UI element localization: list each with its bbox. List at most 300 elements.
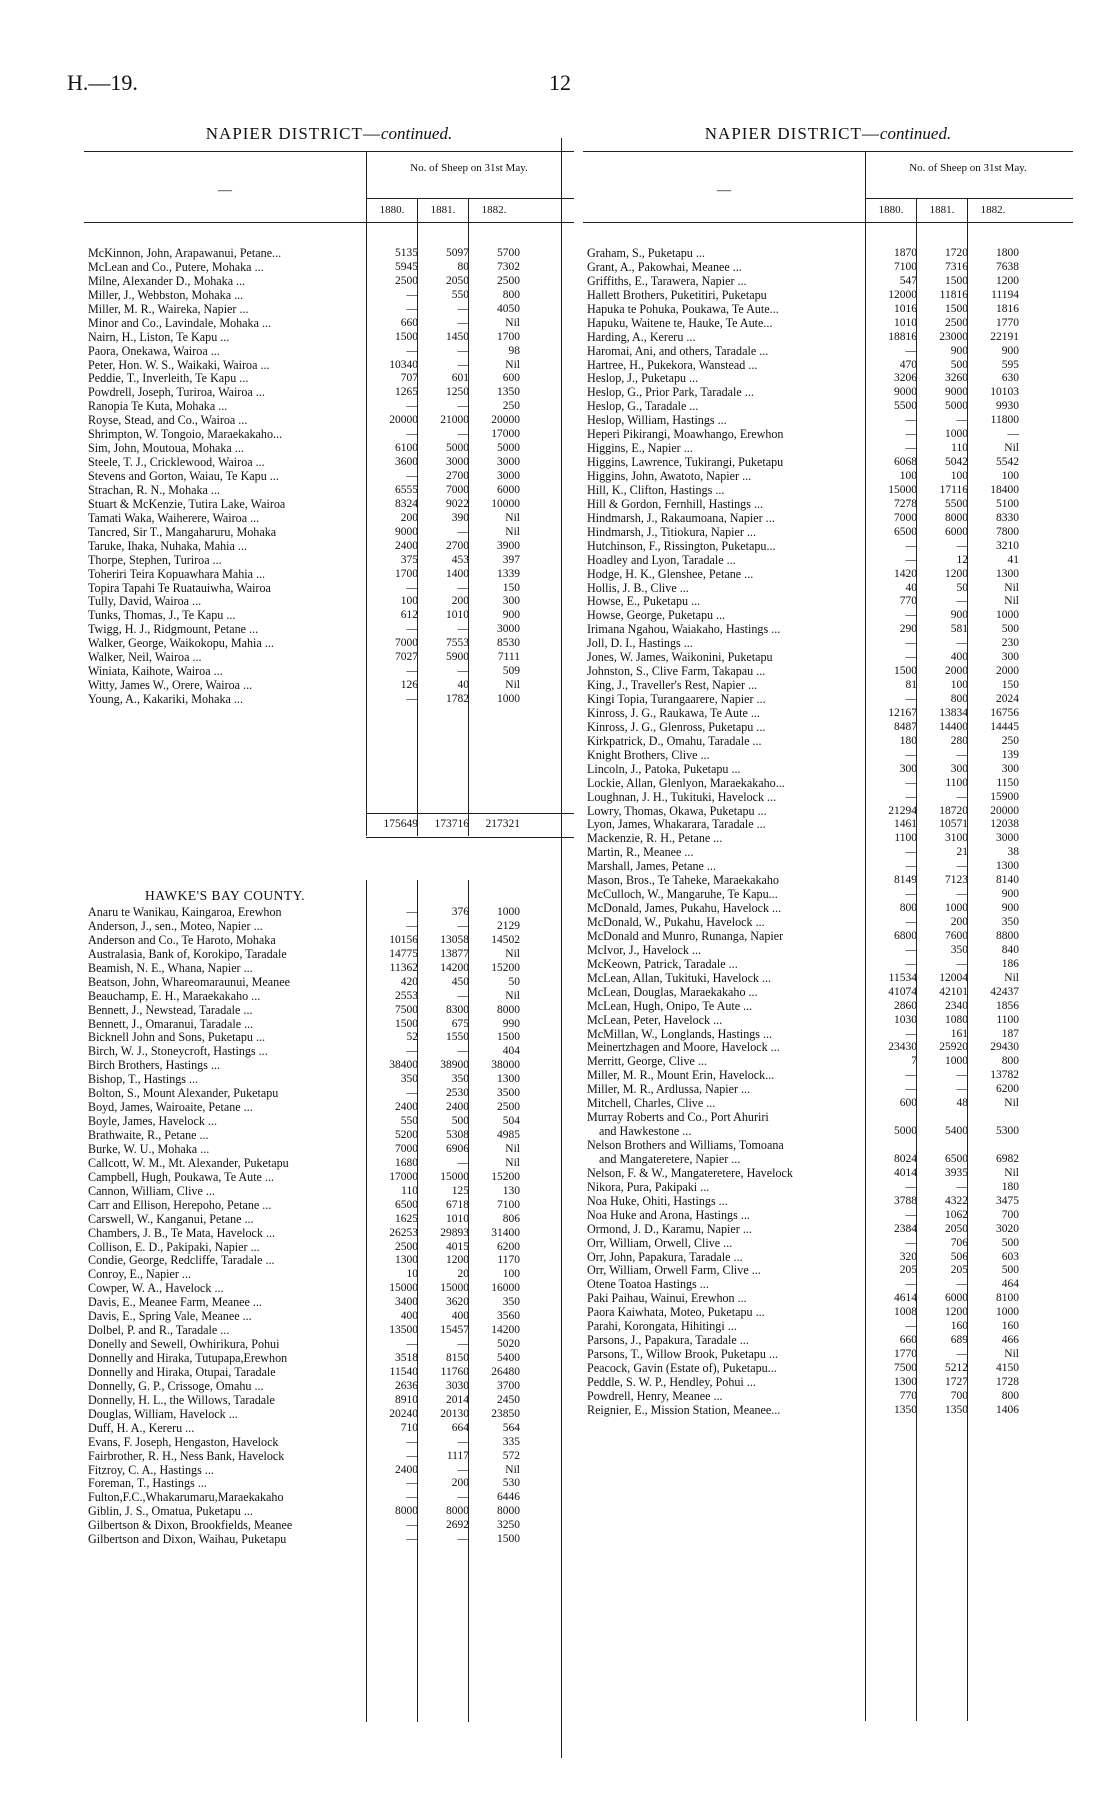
- sheep-count-1880: —: [905, 846, 917, 859]
- owner-name: Condie, George, Redcliffe, Taradale ...: [88, 1253, 275, 1268]
- sheep-count-1882: 14502: [491, 933, 520, 946]
- sheep-count-1880: 14775: [389, 947, 418, 960]
- sheep-count-1880: 547: [899, 274, 917, 287]
- sheep-count-1880: —: [406, 1449, 418, 1462]
- sheep-count-1880: —: [905, 888, 917, 901]
- right-list: [583, 246, 1073, 1417]
- table-row: [84, 1058, 574, 1072]
- sheep-count-1881: 3260: [945, 372, 968, 385]
- sheep-count-1881: —: [956, 539, 968, 552]
- sheep-count-1881: 17116: [939, 483, 968, 496]
- sheep-header: No. of Sheep on 31st May.: [909, 162, 1027, 174]
- sheep-count-1880: 18816: [888, 330, 917, 343]
- sheep-count-1881: 1062: [945, 1208, 968, 1221]
- table-row: [583, 1277, 1073, 1291]
- table-row: [583, 344, 1073, 358]
- sheep-count-1882: 900: [1001, 344, 1019, 357]
- sheep-count-1880: —: [406, 1533, 418, 1546]
- sheep-count-1882: 595: [1001, 358, 1019, 371]
- sheep-count-1882: 2000: [996, 665, 1019, 678]
- owner-name: Donnelly and Hiraka, Tutupapa,Erewhon: [88, 1351, 288, 1365]
- sheep-count-1882: 335: [502, 1435, 520, 1448]
- left-bottom-list: [84, 905, 574, 1546]
- sheep-count-1880: —: [905, 693, 917, 705]
- sheep-count-1881: 1727: [945, 1375, 968, 1388]
- sheep-count-1882: 603: [1001, 1250, 1019, 1263]
- sheep-count-1881: 125: [451, 1184, 469, 1197]
- sheep-count-1881: 21: [956, 846, 968, 859]
- sheep-count-1880: —: [905, 1278, 917, 1291]
- owner-name: Haromai, Ani, and others, Taradale ...: [587, 343, 769, 358]
- sheep-count-1882: 800: [502, 288, 520, 301]
- sheep-count-1881: 50: [956, 581, 968, 594]
- sheep-count-1880: —: [905, 860, 917, 873]
- owner-name: Conroy, E., Napier ...: [88, 1267, 191, 1282]
- sheep-count-1881: 20130: [440, 1407, 469, 1420]
- sheep-count-1882: 29430: [990, 1041, 1019, 1054]
- owner-name: Powdrell, Joseph, Turiroa, Wairoa ...: [88, 385, 265, 400]
- table-row: [84, 330, 574, 344]
- owner-name: Anaru te Wanikau, Kaingaroa, Erewhon: [88, 905, 282, 919]
- table-row: [84, 1421, 574, 1435]
- owner-name: Hartree, H., Pukekora, Wanstead ...: [587, 357, 758, 372]
- sheep-count-1880: 612: [400, 609, 418, 622]
- sheep-count-1881: 2500: [945, 316, 968, 329]
- table-row: [84, 975, 574, 989]
- table-row: [583, 1068, 1073, 1082]
- sheep-count-1881: 10571: [939, 818, 968, 831]
- table-row: [84, 567, 574, 581]
- sheep-count-1882: 397: [502, 553, 520, 566]
- owner-name: Nairn, H., Liston, Te Kapu ...: [88, 329, 230, 344]
- table-row: [583, 859, 1073, 873]
- table-row: [84, 274, 574, 288]
- table-row: [583, 1305, 1073, 1319]
- sheep-count-1881: 506: [950, 1250, 968, 1263]
- sheep-count-1881: —: [956, 1180, 968, 1193]
- header-dash: —: [218, 183, 232, 198]
- sheep-count-1881: 550: [451, 288, 469, 301]
- owner-name: Donnelly, H. L., the Willows, Taradale: [88, 1392, 275, 1407]
- table-row: [583, 608, 1073, 622]
- sheep-count-1881: 11816: [939, 288, 968, 301]
- sheep-count-1880: 13500: [389, 1324, 418, 1337]
- table-row: [583, 957, 1073, 971]
- sheep-count-1882: 1100: [996, 1013, 1019, 1026]
- sheep-count-1881: 1010: [446, 1212, 469, 1225]
- sheep-count-1882: 1150: [996, 776, 1019, 789]
- owner-name: Bicknell John and Sons, Puketapu ...: [88, 1030, 266, 1045]
- sheep-count-1880: 17000: [389, 1170, 418, 1183]
- sheep-count-1880: 100: [400, 595, 418, 608]
- sheep-count-1881: —: [457, 1338, 469, 1351]
- sheep-count-1880: 3206: [894, 372, 917, 385]
- sheep-count-1880: 1300: [894, 1375, 917, 1388]
- sheep-count-1881: 7000: [446, 483, 469, 496]
- owner-name: Heslop, J., Puketapu ...: [587, 371, 699, 386]
- sheep-count-1881: 18720: [939, 804, 968, 817]
- sheep-count-1882: 31400: [491, 1226, 520, 1239]
- sheep-count-1880: 100: [899, 470, 917, 482]
- owner-name: Thorpe, Stephen, Turiroa ...: [88, 552, 222, 567]
- sheep-count-1880: 1461: [894, 818, 917, 831]
- owner-name: Loughnan, J. H., Tukituki, Havelock ...: [587, 789, 777, 804]
- sheep-count-1882: 1000: [996, 609, 1019, 622]
- year-1881: 1881.: [929, 204, 955, 216]
- sheep-count-1880: —: [406, 919, 418, 932]
- page-number: 12: [549, 70, 571, 95]
- table-row: [84, 1030, 574, 1044]
- owner-name: Anderson and Co., Te Haroto, Mohaka: [88, 932, 276, 947]
- sheep-count-1881: —: [956, 748, 968, 761]
- owner-name: Hindmarsh, J., Rakaumoana, Napier ...: [587, 510, 775, 525]
- sheep-count-1881: 5000: [446, 442, 469, 455]
- header-dash: —: [717, 183, 731, 198]
- owner-name: Lockie, Allan, Glenlyon, Maraekakaho...: [587, 775, 785, 790]
- owner-name: Kingi Topia, Turangaarere, Napier ...: [587, 692, 766, 706]
- table-row: [84, 1226, 574, 1240]
- owner-name: Graham, S., Puketapu ...: [587, 246, 705, 260]
- sheep-count-1882: 1000: [497, 693, 520, 705]
- sheep-count-1880: 11362: [389, 961, 418, 974]
- sheep-count-1880: 3788: [894, 1194, 917, 1207]
- owner-name: Higgins, E., Napier ...: [587, 441, 693, 456]
- sheep-count-1881: 1010: [446, 609, 469, 622]
- year-1881: 1881.: [430, 204, 456, 216]
- owner-name: McLean, Peter, Havelock ...: [587, 1012, 723, 1027]
- sheep-count-1880: 800: [899, 902, 917, 915]
- table-row: [84, 1240, 574, 1254]
- sheep-count-1882: 1300: [996, 567, 1019, 580]
- owner-name: Tunks, Thomas, J., Te Kapu ...: [88, 608, 236, 623]
- owner-name: Douglas, William, Havelock ...: [88, 1406, 238, 1421]
- table-row: [583, 845, 1073, 859]
- table-row: [583, 288, 1073, 302]
- sheep-count-1880: 2400: [395, 1463, 418, 1476]
- sheep-count-1882: Nil: [505, 989, 520, 1002]
- sheep-count-1880: 1100: [894, 832, 917, 845]
- table-row: [84, 469, 574, 483]
- sheep-count-1882: 350: [1001, 916, 1019, 928]
- owner-name: Nikora, Pura, Pakipaki ...: [587, 1179, 710, 1194]
- right-section-title: NAPIER DISTRICT—continued.: [704, 124, 952, 143]
- sheep-count-1882: 187: [1001, 1027, 1019, 1040]
- owner-name: McLean, Allan, Tukituki, Havelock ...: [587, 970, 772, 985]
- table-row: [84, 1323, 574, 1337]
- sheep-count-1882: 3500: [497, 1087, 520, 1100]
- sheep-count-1882: 3000: [996, 832, 1019, 845]
- sheep-count-1880: 2636: [395, 1379, 418, 1392]
- sheep-count-1880: —: [406, 400, 418, 413]
- sheep-count-1880: 6500: [395, 1198, 418, 1211]
- sheep-count-1880: —: [406, 665, 418, 678]
- sheep-count-1881: —: [457, 400, 469, 413]
- sheep-count-1882: 990: [502, 1017, 520, 1030]
- table-row: [84, 1365, 574, 1379]
- sheep-count-1881: 3030: [446, 1379, 469, 1392]
- owner-name: Irimana Ngahou, Waiakaho, Hastings ...: [587, 622, 781, 637]
- sheep-count-1882: 50: [508, 975, 520, 988]
- table-row: [84, 919, 574, 933]
- sheep-count-1880: 205: [899, 1264, 917, 1277]
- owner-name: McDonald, James, Pukahu, Havelock ...: [587, 901, 782, 916]
- table-row: [583, 915, 1073, 929]
- sheep-count-1880: 3518: [395, 1352, 418, 1364]
- sheep-count-1880: —: [905, 916, 917, 928]
- owner-name: Noa Huke, Ohiti, Hastings ...: [587, 1193, 728, 1208]
- sheep-count-1882: 3000: [497, 623, 520, 636]
- table-row: [583, 330, 1073, 344]
- sheep-count-1881: 1400: [446, 567, 469, 580]
- sheep-count-1882: 1300: [497, 1073, 520, 1086]
- table-row: [84, 525, 574, 539]
- owner-name: Paki Paihau, Wainui, Erewhon ...: [587, 1291, 747, 1306]
- table-row: [84, 1184, 574, 1198]
- owner-name: Peter, Hon. W. S., Waikaki, Wairoa ...: [88, 357, 270, 372]
- sheep-count-1880: 15000: [389, 1282, 418, 1295]
- owner-name: Orr, William, Orwell Farm, Clive ...: [587, 1263, 761, 1278]
- sheep-count-1880: 8149: [894, 874, 917, 887]
- table-row: [583, 873, 1073, 887]
- table-row: [84, 1449, 574, 1463]
- sheep-count-1882: Nil: [505, 947, 520, 960]
- owner-name: Hutchinson, F., Rissington, Puketapu...: [587, 538, 776, 553]
- sheep-count-1881: 3000: [446, 456, 469, 469]
- sheep-count-1880: 20240: [389, 1407, 418, 1420]
- sheep-count-1882: 464: [1001, 1278, 1019, 1291]
- table-row: [84, 1044, 574, 1058]
- table-row: [84, 1114, 574, 1128]
- sheep-count-1882: 8140: [996, 874, 1019, 887]
- owner-name: Toheriri Teira Kopuawhara Mahia ...: [88, 566, 266, 581]
- sheep-count-1882: 2450: [497, 1393, 520, 1406]
- owner-name: Hill, K., Clifton, Hastings ...: [587, 482, 725, 497]
- sheep-count-1882: 800: [1001, 1055, 1019, 1068]
- table-row: [583, 790, 1073, 804]
- table-row: [84, 358, 574, 372]
- sheep-count-1881: 1117: [446, 1449, 469, 1462]
- owner-name: Miller, M. R., Waireka, Napier ...: [88, 301, 249, 316]
- table-row: [84, 1128, 574, 1142]
- sheep-count-1881: —: [457, 1045, 469, 1058]
- sheep-count-1881: 1200: [945, 1306, 968, 1319]
- page-code: H.—19.: [67, 70, 138, 95]
- owner-name: Meinertzhagen and Moore, Havelock ...: [587, 1040, 780, 1055]
- sheep-count-1881: 581: [950, 623, 968, 636]
- sheep-count-1882: 160: [1001, 1320, 1019, 1333]
- sheep-count-1881: 7553: [446, 637, 469, 650]
- owner-name: Ranopia Te Kuta, Mohaka ...: [88, 399, 228, 414]
- sheep-count-1882: 12038: [990, 818, 1019, 831]
- sheep-count-1881: 5042: [945, 456, 968, 469]
- sheep-count-1882: 17000: [491, 428, 520, 441]
- sheep-count-1881: —: [956, 1348, 968, 1361]
- owner-name: Nelson, F. & W., Mangateretere, Havelock: [587, 1165, 793, 1180]
- sheep-count-1882: 42437: [990, 985, 1019, 998]
- table-row: [84, 1295, 574, 1309]
- table-row: [84, 1337, 574, 1351]
- sheep-count-1881: 1450: [446, 330, 469, 343]
- owner-name: Milne, Alexander D., Mohaka ...: [88, 273, 246, 288]
- total-1880: 175649: [383, 818, 418, 830]
- owner-name: Tancred, Sir T., Mangaharuru, Mohaka: [88, 524, 277, 539]
- sheep-count-1882: 300: [1001, 651, 1019, 664]
- sheep-count-1881: 8000: [945, 511, 968, 524]
- sheep-count-1882: 9930: [996, 400, 1019, 413]
- sheep-count-1880: 1680: [395, 1156, 418, 1169]
- year-1880: 1880.: [379, 204, 405, 216]
- sheep-count-1881: 1500: [945, 274, 968, 287]
- sheep-count-1880: 180: [899, 734, 917, 747]
- sheep-count-1881: 390: [451, 511, 469, 524]
- table-row: [84, 1198, 574, 1212]
- sheep-count-1881: 200: [950, 916, 968, 928]
- owner-name: Knight Brothers, Clive ...: [587, 747, 710, 762]
- sheep-count-1882: 700: [1001, 1208, 1019, 1221]
- sheep-count-1882: 7111: [497, 651, 520, 664]
- sheep-count-1882: 2500: [497, 1101, 520, 1114]
- sheep-count-1881: 689: [950, 1334, 968, 1347]
- sheep-count-1881: —: [457, 428, 469, 441]
- table-row: [84, 441, 574, 455]
- owner-name: McKinnon, John, Arapawanui, Petane...: [88, 246, 282, 260]
- table-row: [84, 1281, 574, 1295]
- sheep-count-1882: 5700: [497, 247, 520, 259]
- owner-name: Bennett, J., Omaranui, Taradale ...: [88, 1016, 254, 1031]
- table-row: [583, 720, 1073, 734]
- table-row: [583, 1291, 1073, 1305]
- owner-name: Duff, H. A., Kereru ...: [88, 1420, 195, 1435]
- sheep-count-1882: 3700: [497, 1379, 520, 1392]
- sheep-count-1881: 1200: [945, 567, 968, 580]
- owner-name: Taruke, Ihaka, Nuhaka, Mahia ...: [88, 538, 247, 553]
- sheep-count-1880: 2553: [395, 989, 418, 1002]
- sheep-count-1880: 420: [400, 975, 418, 988]
- sheep-count-1880: 7000: [395, 1142, 418, 1155]
- sheep-count-1881: 29893: [440, 1226, 469, 1239]
- sheep-count-1881: 5500: [945, 497, 968, 510]
- sheep-count-1882: Nil: [505, 511, 520, 524]
- owner-name: Evans, F. Joseph, Hengaston, Havelock: [88, 1434, 279, 1449]
- sheep-count-1882: 4985: [497, 1129, 520, 1141]
- owner-name: Campbell, Hugh, Poukawa, Te Aute ...: [88, 1169, 275, 1184]
- sheep-count-1882: 2500: [497, 274, 520, 287]
- sheep-count-1882: 3475: [996, 1194, 1019, 1207]
- sheep-count-1880: 9000: [395, 525, 418, 538]
- owner-name: Nelson Brothers and Williams, Tomoana: [587, 1138, 784, 1152]
- sheep-count-1880: 8487: [894, 720, 917, 733]
- sheep-count-1882: 8000: [497, 1505, 520, 1518]
- table-row: [84, 989, 574, 1003]
- sheep-count-1880: 5500: [894, 400, 917, 413]
- sheep-count-1881: 900: [950, 344, 968, 357]
- table-row: [583, 316, 1073, 330]
- sheep-count-1882: 20000: [491, 414, 520, 427]
- totals-row: [84, 818, 574, 834]
- sheep-count-1880: 5135: [395, 247, 418, 259]
- table-row: [84, 1504, 574, 1518]
- owner-name: Walker, George, Waikokopu, Mahia ...: [88, 636, 274, 651]
- sheep-count-1882: 300: [1001, 762, 1019, 775]
- owner-name: Harding, A., Kereru ...: [587, 329, 696, 344]
- sheep-count-1881: 2050: [446, 274, 469, 287]
- sheep-count-1882: 6982: [996, 1152, 1019, 1165]
- sheep-count-1880: —: [905, 637, 917, 650]
- sheep-count-1881: —: [457, 344, 469, 357]
- sheep-count-1881: 1200: [446, 1254, 469, 1267]
- table-row: [84, 413, 574, 427]
- owner-name: McMillan, W., Longlands, Hastings ...: [587, 1026, 773, 1041]
- table-row: [84, 622, 574, 636]
- sheep-count-1882: 130: [502, 1184, 520, 1197]
- rule: [366, 198, 574, 199]
- sheep-count-1882: Nil: [505, 316, 520, 329]
- rule: [366, 813, 574, 814]
- sheep-count-1881: 1000: [945, 1055, 968, 1068]
- sheep-count-1882: 1200: [996, 274, 1019, 287]
- sheep-count-1881: 700: [950, 1389, 968, 1402]
- sheep-count-1881: 200: [451, 595, 469, 608]
- sheep-count-1882: 38: [1007, 846, 1019, 859]
- table-row: [583, 901, 1073, 915]
- sheep-count-1880: 7: [911, 1055, 917, 1068]
- sheep-count-1880: 400: [400, 1310, 418, 1323]
- owner-name: Lyon, James, Whakarara, Taradale ...: [587, 817, 766, 832]
- sheep-count-1880: 1300: [395, 1254, 418, 1267]
- sheep-count-1882: 8530: [497, 637, 520, 650]
- sheep-count-1880: —: [406, 1045, 418, 1058]
- sheep-count-1881: 25920: [939, 1041, 968, 1054]
- sheep-count-1880: 52: [406, 1031, 418, 1044]
- owner-name: Reignier, E., Mission Station, Meanee...: [587, 1402, 781, 1417]
- owner-name: Boyle, James, Havelock ...: [88, 1114, 217, 1129]
- sheep-count-1882: 13782: [990, 1069, 1019, 1082]
- left-section-title: NAPIER DISTRICT—continued.: [205, 124, 453, 143]
- sheep-count-1882: Nil: [505, 1463, 520, 1476]
- owner-name: Fulton,F.C.,Whakarumaru,Maraekakaho: [88, 1490, 284, 1505]
- sheep-count-1881: 3620: [446, 1296, 469, 1309]
- sheep-count-1880: 2400: [395, 539, 418, 552]
- sheep-count-1882: 1500: [497, 1031, 520, 1044]
- owner-name: Stuart & McKenzie, Tutira Lake, Wairoa: [88, 496, 286, 511]
- owner-name: Callcott, W. M., Mt. Alexander, Puketapu: [88, 1155, 289, 1170]
- owner-name: Burke, W. U., Mohaka ...: [88, 1141, 210, 1156]
- sheep-count-1880: —: [905, 1083, 917, 1096]
- owner-name: Gilbertson and Dixon, Waihau, Puketapu: [88, 1532, 287, 1547]
- sheep-count-1880: —: [905, 344, 917, 357]
- table-row: [84, 1072, 574, 1086]
- sheep-count-1880: 6100: [395, 442, 418, 455]
- owner-name: Witty, James W., Orere, Wairoa ...: [88, 678, 253, 693]
- sheep-count-1882: Nil: [1004, 581, 1019, 594]
- table-row: [583, 1138, 1073, 1152]
- sheep-count-1882: 98: [508, 344, 520, 357]
- owner-name: Ormond, J. D., Karamu, Napier ...: [587, 1221, 752, 1236]
- owner-name: Heslop, G., Taradale ...: [587, 399, 699, 414]
- owner-name: McCulloch, W., Mangaruhe, Te Kapu...: [587, 887, 778, 902]
- sheep-count-1882: 11194: [991, 288, 1019, 301]
- sheep-count-1882: 572: [502, 1449, 520, 1462]
- sheep-count-1881: 8300: [446, 1003, 469, 1016]
- sheep-count-1880: —: [406, 344, 418, 357]
- table-row: [84, 1351, 574, 1365]
- owner-name: Brathwaite, R., Petane ...: [88, 1128, 209, 1142]
- table-row: [84, 1142, 574, 1156]
- owner-name: Tully, David, Wairoa ...: [88, 594, 202, 609]
- sheep-count-1882: 2024: [996, 693, 1019, 705]
- sheep-count-1881: 1000: [945, 902, 968, 915]
- sheep-count-1882: 8800: [996, 929, 1019, 942]
